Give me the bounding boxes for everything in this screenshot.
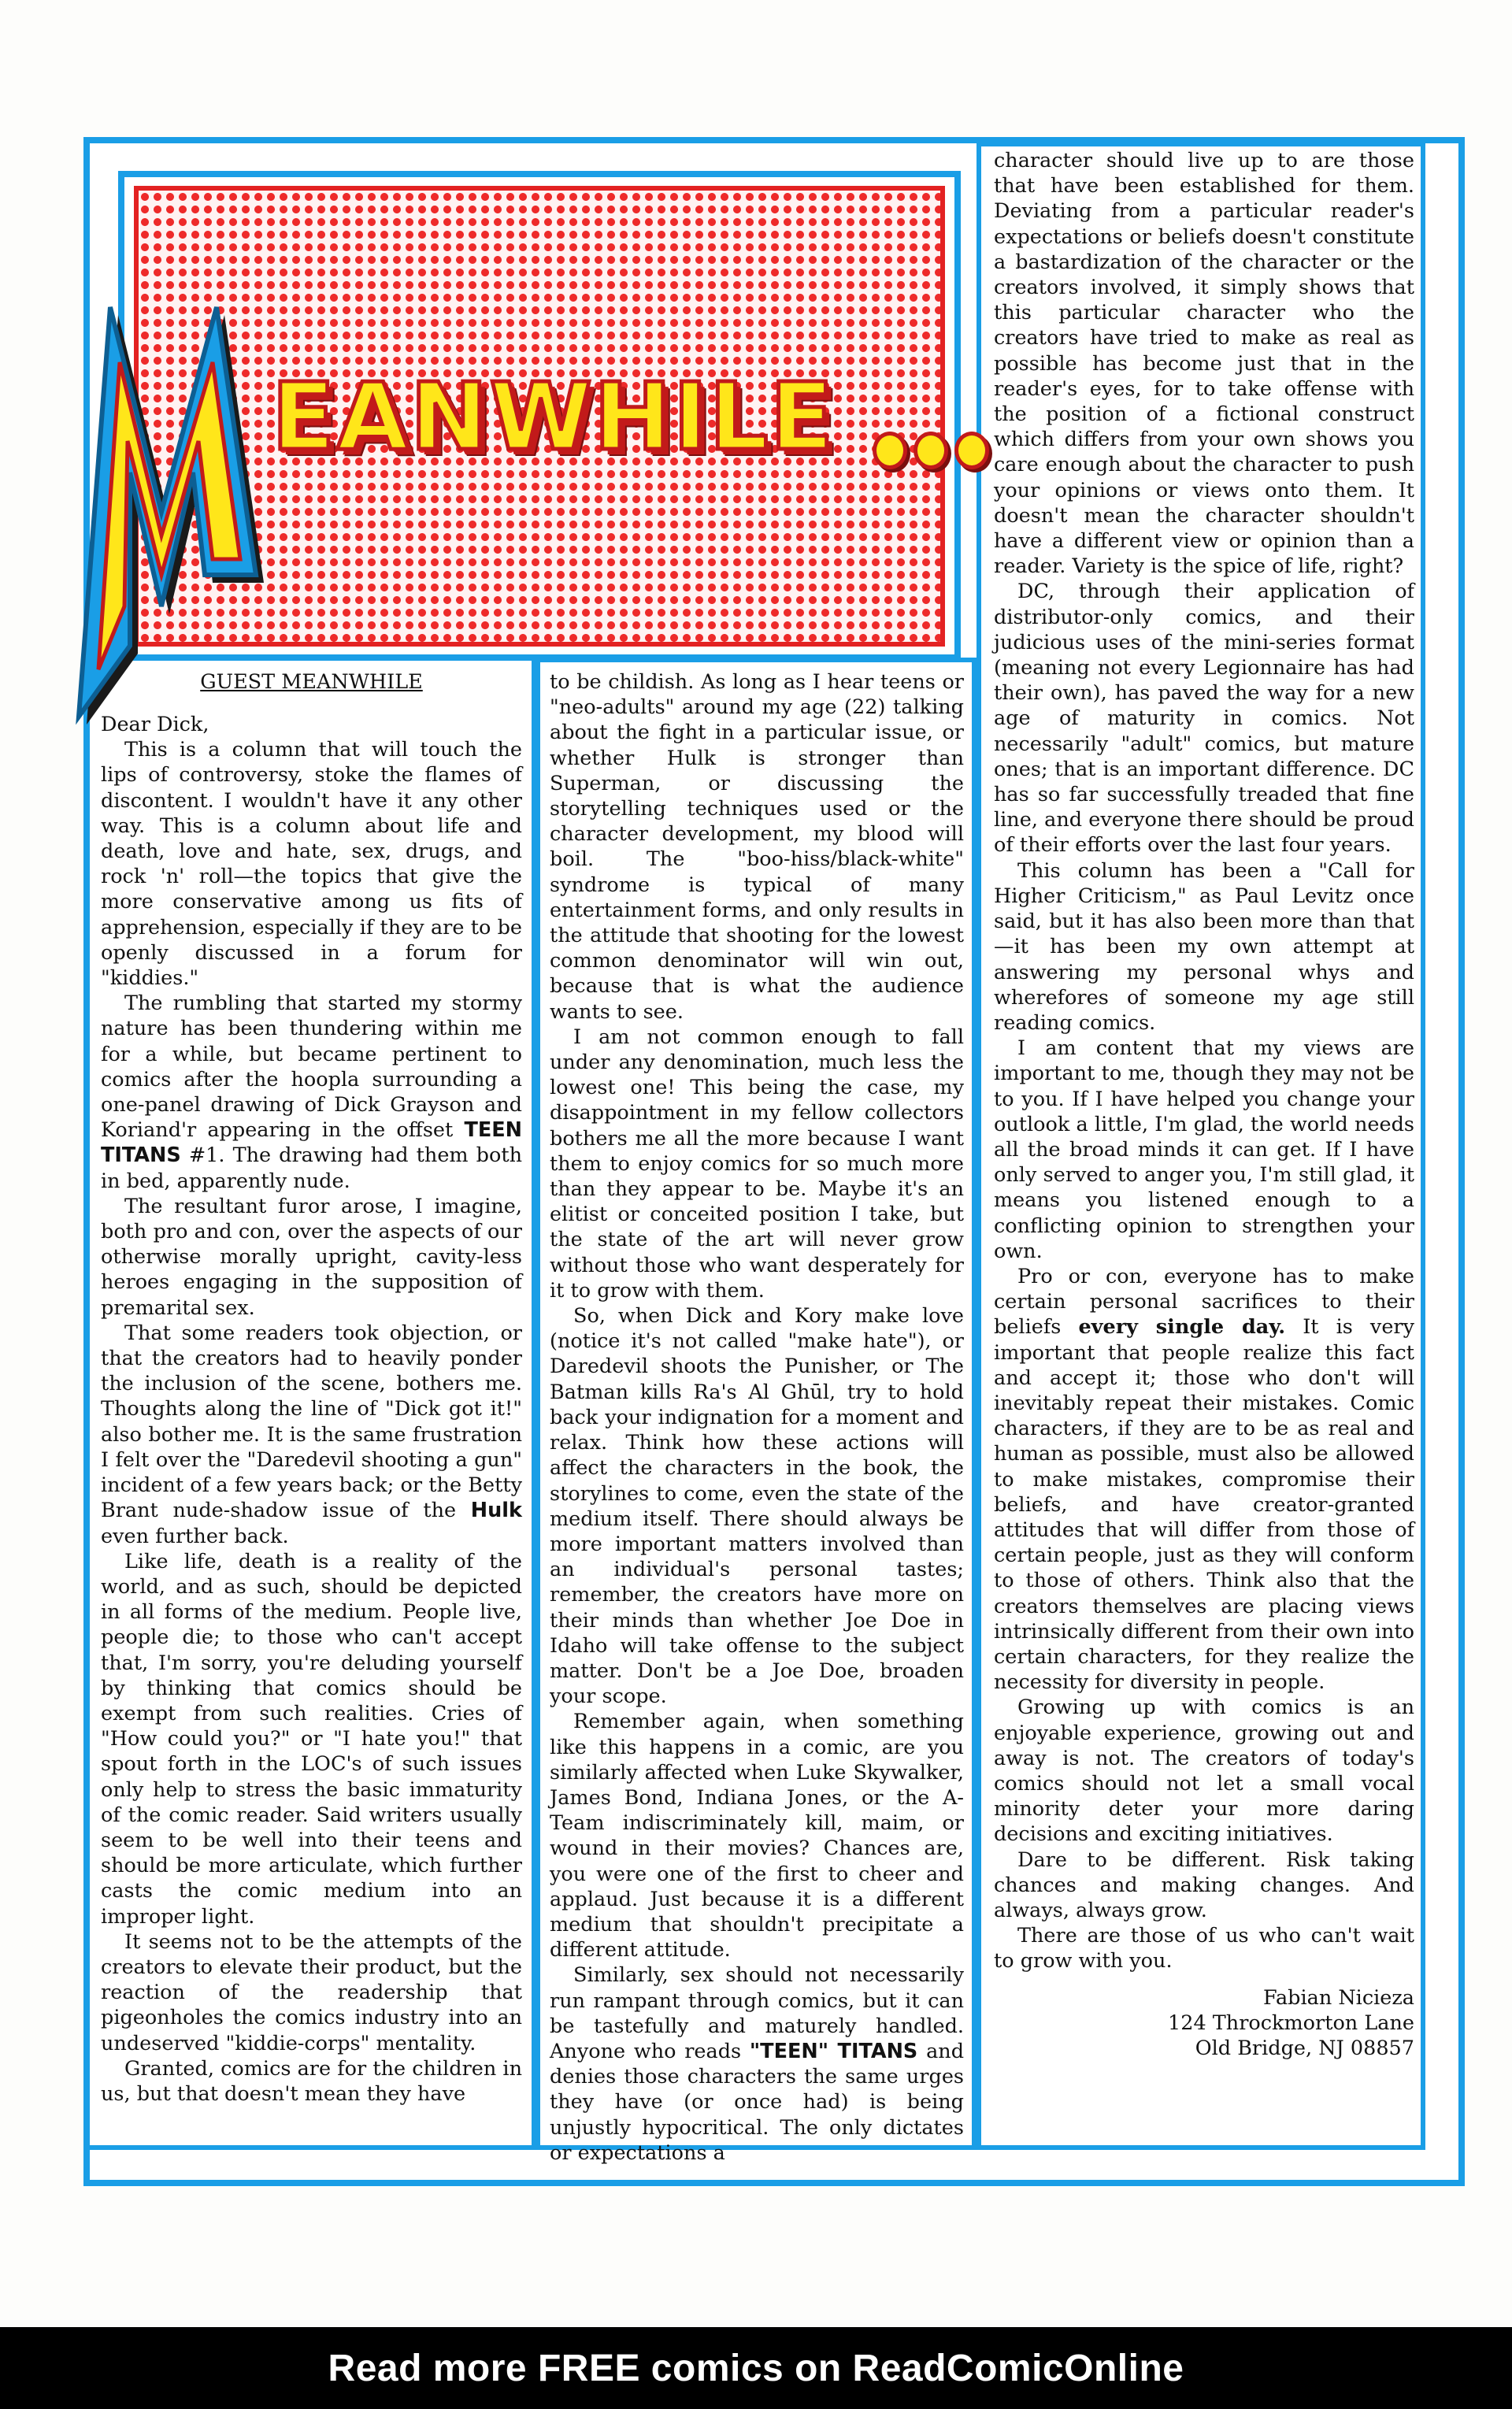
signature-block bbox=[994, 1985, 1414, 2061]
paragraph: I am not common enough to fall under any denomination, much less the lowest one! This being the case, my disappointment in my fellow collectors bothers me all the more because I want them to enjoy comics for so much more than they appear to be. Maybe it's an elitist or conceited position I take, but the state of the art will never grow without those who want desperately for it to grow with them. bbox=[550, 1025, 964, 1303]
paragraph-text: Pro or con, everyone has to make certain personal sacrifices to their beliefs bbox=[994, 1264, 1414, 1340]
ellipsis-dot bbox=[954, 432, 989, 469]
paragraph: character should live up to are those that have been established for them. Deviating from a particular reader's expectations or beliefs doesn't constitute a bastardization of the character or the creators involved, it simply shows that this particular character who the creators have tried to make as real as possible has become just that in the reader's eyes, for to take offense with the position of a fictional construct which differs from your own shows you care enough about the character to push your opinions or views onto them. It doesn't mean the character shouldn't have a different view or opinion than a reader. Variety is the spice of life, right? bbox=[994, 149, 1414, 579]
emphasis-text: every single day. bbox=[1078, 1315, 1286, 1340]
paragraph-text: and denies those characters the same urges they have (or once had) is being unjustly hypocritical. The only dictates or expectations a bbox=[550, 2039, 965, 2165]
paragraph: Granted, comics are for the children in us, but that doesn't mean they have bbox=[101, 2056, 522, 2106]
ellipsis-dot bbox=[873, 432, 907, 469]
paragraph-text: The rumbling that started my stormy nature has been thundering within me for a while, but became pertinent to comics after the hoopla surrounding a one-panel drawing of Dick Grayson and Koriand'r appearing in the offset bbox=[101, 991, 522, 1143]
title-ellipsis bbox=[873, 432, 989, 469]
m-logo bbox=[55, 276, 284, 732]
title-reference: TEEN TITANS bbox=[101, 1118, 523, 1168]
paragraph: There are those of us who can't wait to grow with you. bbox=[994, 1924, 1414, 1974]
column-3-text bbox=[994, 148, 1414, 2061]
paragraph bbox=[550, 1962, 964, 2166]
promo-footer[interactable] bbox=[0, 2327, 1512, 2409]
paragraph: Remember again, when something like this happens in a comic, are you similarly affected when Luke Skywalker, James Bond, Indiana Jones, or the A-Team indiscriminately kill, maim, or wound in their movies? Chances are, you were one of the first to cheer and applaud. Just because it is a different medium that shouldn't precipitate a different attitude. bbox=[550, 1710, 964, 1962]
section-heading: GUEST MEANWHILE bbox=[200, 670, 423, 694]
paragraph: Like life, death is a reality of the world, and as such, should be depicted in all forms of the medium. People live, people die; to those who can't accept that, I'm sorry, you're deluding yourself by thinking that comics should be exempt from such realities. Cries of "How could you?" or "I hate you!" that spout forth in the LOC's of such issues only help to stress the basic immaturity of the comic reader. Said writers usually seem to be well into their teens and should be more articulate, which further casts the comic medium into an improper light. bbox=[101, 1549, 522, 1929]
paragraph: This is a column that will touch the lips of controversy, stoke the flames of discontent. I wouldn't have it any other way. This is a column about life and death, love and hate, sex, drugs, and rock 'n' roll—the topics that give the more conservative among us fits of apprehension, especially if they are to be openly discussed in a forum for "kiddies." bbox=[101, 738, 522, 991]
paragraph: Dare to be different. Risk taking chances and making changes. And always, always grow. bbox=[994, 1848, 1414, 1923]
author-name: Fabian Nicieza bbox=[1262, 1985, 1414, 2010]
paragraph: Growing up with comics is an enjoyable experience, growing out and away is not. The creators of today's comics should not let a small vocal minority deter your more daring decisions and exciting initiatives. bbox=[994, 1696, 1414, 1847]
paragraph: It seems not to be the attempts of the creators to elevate their product, but the reaction of the readership that pigeonholes the comics industry into an undeserved "kiddie-corps" mentality. bbox=[101, 1929, 522, 2055]
salutation: Dear Dick, bbox=[101, 713, 209, 736]
paragraph: I am content that my views are important to me, though they may not be to you. If I have helped you change your outlook a little, I'm glad, the world needs all the broad minds it can get. If I have only served to anger you, I'm still glad, it means you listened enough to a conflicting opinion to strengthen your own. bbox=[994, 1036, 1414, 1263]
paragraph: The resultant furor arose, I imagine, both pro and con, over the aspects of our otherwise morally upright, cavity-less heroes engaging in the supposition of premarital sex. bbox=[101, 1194, 522, 1320]
paragraph bbox=[101, 991, 522, 1194]
title-reference: Hulk bbox=[470, 1499, 522, 1523]
paragraph-text: Similarly, sex should not necessarily run rampant through comics, but it can be tastefully and maturely handled. Anyone who reads bbox=[550, 1963, 964, 2063]
ellipsis-dot bbox=[914, 432, 948, 469]
paragraph: to be childish. As long as I hear teens or "neo-adults" around my age (22) talking about the fight in a particular issue, or whether Hulk is stronger than Superman, or discussing the storytelling techniques used or the character development, my blood will boil. The "boo-hiss/black-white" syndrome is typical of many entertainment forms, and only results in the attitude that shooting for the lowest common denominator will win out, because that is what the audience wants to see. bbox=[550, 670, 964, 1024]
column-2-text bbox=[550, 669, 964, 2166]
author-street: 124 Throckmorton Lane bbox=[1168, 2011, 1414, 2035]
column-1-text bbox=[101, 669, 522, 2107]
m-logo-letter bbox=[79, 307, 264, 725]
paragraph-text: It is very important that people realize this fact and accept it; those who don't will inevitably repeat their mistakes. Comic characters, if they are to be as real and human as possible, must also be allowed to make mistakes, compromise their beliefs, and have creator-granted attitudes that will differ from those of certain people, just as they will conform to those of others. Think also that the creators themselves are placing views intrinsically different from their own into certain characters, for they realize the necessity for diversity in people. bbox=[994, 1315, 1415, 1695]
paragraph-text: even further back. bbox=[101, 1524, 289, 1548]
paragraph-text: That some readers took objection, or that the creators had to heavily ponder the inclusion of the scene, bothers me. Thoughts along the line of "Dick got it!" also bother me. It is the same frustration I felt over the "Daredevil shooting a gun" incident of a few years back; or the Betty Brant nude-shadow issue of the bbox=[101, 1321, 522, 1523]
title-reference: "TEEN" TITANS bbox=[749, 2039, 918, 2063]
promo-link-text[interactable]: Read more FREE comics on ReadComicOnline bbox=[328, 2347, 1184, 2389]
paragraph bbox=[101, 1321, 522, 1549]
paragraph: DC, through their application of distributor-only comics, and their judicious uses of the mini-series format (meaning not every Legionnaire has had their own), has paved the way for a new age of maturity in comics. Not necessarily "adult" comics, but mature ones; that is an important difference. DC has so far successfully treaded that fine line, and everyone there should be proud of their efforts over the last four years. bbox=[994, 580, 1414, 858]
masthead-title: EANWHILE bbox=[272, 362, 836, 471]
paragraph: This column has been a "Call for Higher Criticism," as Paul Levitz once said, but it has also been more than that—it has been my own attempt at answering my personal whys and wherefores of someone my age still reading comics. bbox=[994, 858, 1414, 1035]
paragraph-text: #1. The drawing had them both in bed, apparently nude. bbox=[101, 1143, 522, 1193]
paragraph bbox=[994, 1264, 1414, 1695]
paragraph: So, when Dick and Kory make love (notice it's not called "make hate"), or Daredevil shoots the Punisher, or The Batman kills Ra's Al Ghūl, try to hold back your indignation for a moment and relax. Think how these actions will affect the characters in the book, the storylines to come, even the state of the medium itself. There should always be more important matters involved than an individual's personal tastes; remember, the creators have more on their minds than whether Joe Doe in Idaho will take offense to the subject matter. Don't be a Joe Doe, broaden your scope. bbox=[550, 1304, 964, 1709]
author-city: Old Bridge, NJ 08857 bbox=[1195, 2036, 1414, 2060]
